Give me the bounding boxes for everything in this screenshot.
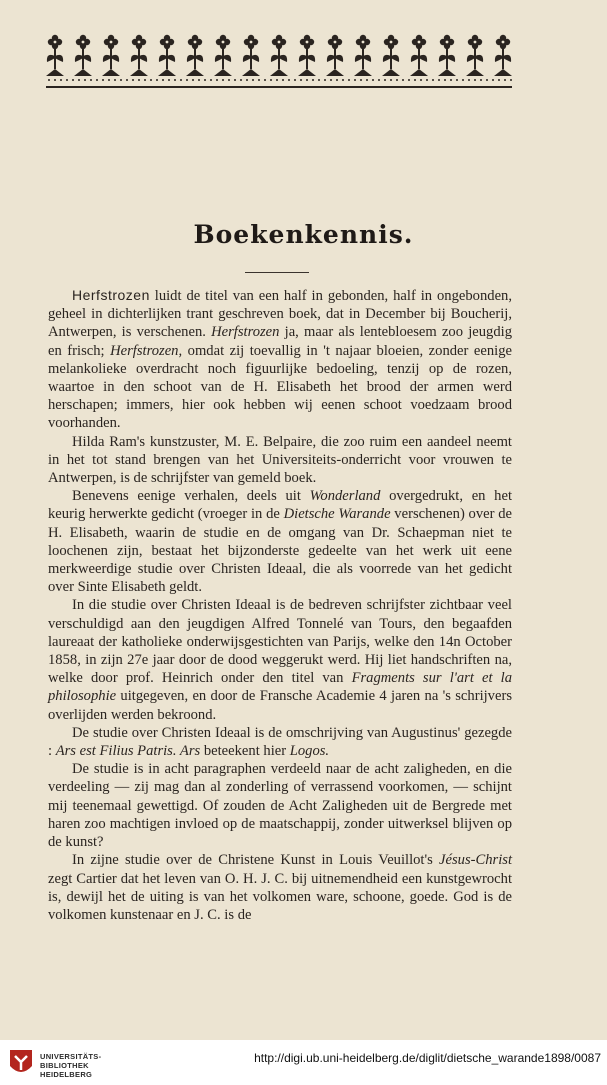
page-title: Boekenkennis. (193, 220, 414, 249)
text-run: In zijne studie over de Christene Kunst in Louis Veuillot's (72, 852, 440, 869)
ornament-dot (132, 79, 134, 81)
body-text (48, 286, 512, 924)
text-run: verschenen) over de H. Elisabeth, waarin de studie en de omgang van Dr. Schaepman niet te loochenen zijn, bestaat het bijzonderste gedeelte van het werk uit eene merkweerdige studie over Christen Ideaal, die als voorrede van het gedicht over Sinte Elisabeth geldt. (48, 506, 512, 596)
ornament-dot (210, 79, 212, 81)
text-run: Benevens eenige verhalen, deels uit (72, 488, 310, 505)
italic-phrase: Ars est Filius Patris. Ars (55, 743, 201, 760)
floral-ornament-band (46, 32, 512, 88)
text-run: De studie is in acht paragraphen verdeeld naar de acht zaligheden, en die verdeeling — zij mag dan al zonderling of verrassend voorkomen, — schijnt mij teenemaal gewettigd. Of zouden de Acht Zaligheden uit de Bergrede met haren zoo machtigen invloed op de maatschappij, zonder uitwerksel blijven op de kunst? (48, 761, 512, 851)
ornament-dot (354, 79, 356, 81)
ornament-dot (360, 79, 362, 81)
ornament-dot (126, 79, 128, 81)
ornament-dot (444, 79, 446, 81)
ornament-dot (186, 79, 188, 81)
ornament-dot (450, 79, 452, 81)
ornament-dot (252, 79, 254, 81)
ornament-dot (60, 79, 62, 81)
ornament-dot (204, 79, 206, 81)
italic-phrase: Logos. (289, 743, 330, 760)
flower-icon (354, 35, 372, 76)
ornament-dot (162, 79, 164, 81)
ornament-dot (492, 79, 494, 81)
ornament-dot (426, 79, 428, 81)
ornament-dot (198, 79, 200, 81)
ornament-dot (372, 79, 374, 81)
ornament-dot (66, 79, 68, 81)
paragraph (48, 596, 512, 723)
ornament-dot (486, 79, 488, 81)
ornament-dot (432, 79, 434, 81)
ornament-dot (408, 79, 410, 81)
paragraph (48, 433, 512, 488)
ornament-dot (510, 79, 512, 81)
text-run: In die studie over Christen Ideaal is de bedreven schrijfster zichtbaar veel verschuldigd aan den jeugdigen Alfred Tonnelé van Tours, den begaafden laureaat der katholieke onderwijsgestichten van Parijs, welke den 14n October 1858, in zijn 27e jaar door de dood weggerukt werd. Hij liet handschriften na, welke door prof. Heinrich onder den titel van (48, 597, 512, 687)
paragraph (48, 851, 512, 924)
ornament-dot (384, 79, 386, 81)
library-logo[interactable] (6, 1046, 102, 1080)
paragraph (48, 724, 512, 760)
text-run: beteekent hier (200, 743, 290, 760)
flower-icon (466, 35, 484, 76)
ornament-dot (282, 79, 284, 81)
flower-icon (270, 35, 288, 76)
source-url[interactable]: http://digi.ub.uni-heidelberg.de/diglit/dietsche_warande1898/0087 (254, 1051, 601, 1065)
ornament-dot (102, 79, 104, 81)
text-run: luidt de titel van een half in gebonden, half in ongebonden, geheel in dichterlijken trant geschreven boek, dat in December bij Boucherij, Antwerpen, is verschenen. (48, 288, 512, 341)
paragraph (48, 487, 512, 596)
italic-phrase: Wonderland (309, 488, 381, 505)
ornament-dot (306, 79, 308, 81)
flower-icon (158, 35, 176, 76)
ornament-dot (84, 79, 86, 81)
flower-icon (46, 35, 64, 76)
ornament-dot (456, 79, 458, 81)
ornament-dot (402, 79, 404, 81)
ornament-dot (378, 79, 380, 81)
ornament-dot (288, 79, 290, 81)
text-run: Hilda Ram's kunstzuster, M. E. Belpaire, die zoo ruim een aandeel neemt in het tot stand brengen van het Universiteits-onderricht voor vrouwen te Antwerpen, is de schrijfster van gemeld boek. (48, 433, 512, 487)
ornament-dot (114, 79, 116, 81)
ornament-dot (96, 79, 98, 81)
ornament-dot (120, 79, 122, 81)
ornament-dot (504, 79, 506, 81)
ornament-dot (300, 79, 302, 81)
ornament-dot (324, 79, 326, 81)
paragraph (48, 286, 512, 433)
text-run: omdat zij toevallig in 't najaar bloeien, zonder eenige melankolieke overdracht noch figuurlijke bedoeling, tenzij op de rozen, waartoe in den schoot van de H. Elisabeth het brood der armen werd herschapen; immers, hier ook hebben wij eenen schoot voedzaam brood voorhanden. (48, 342, 512, 432)
ornament-dot (270, 79, 272, 81)
text-run: zegt Cartier dat het leven van O. H. J. C. bij uitnemendheid een kunstgewrocht is, dewijl het de uiting is van het volkomen ware, schoone, goede. God is de volkomen kunstenaar en J. C. is de (48, 870, 512, 923)
ornament-dot (228, 79, 230, 81)
ornament-dot (264, 79, 266, 81)
flower-icon (298, 35, 316, 76)
paragraph (48, 760, 512, 851)
ornament-dot (240, 79, 242, 81)
ornament-dot (222, 79, 224, 81)
ornament-dot (54, 79, 56, 81)
ornament-dot (180, 79, 182, 81)
ornament-dot (420, 79, 422, 81)
ornament-rule (46, 86, 512, 88)
text-run: ja, maar als lentebloesem zoo jeugdig en frisch; (48, 324, 512, 359)
ornament-dot (216, 79, 218, 81)
ornament-dot (72, 79, 74, 81)
ornament-dot (150, 79, 152, 81)
ornament-dot (234, 79, 236, 81)
ornament-dot (396, 79, 398, 81)
ornament-dot (78, 79, 80, 81)
ornament-dot (258, 79, 260, 81)
flower-icon (326, 35, 344, 76)
footer-bar (0, 1040, 607, 1085)
ornament-dot (348, 79, 350, 81)
ornament-dot (330, 79, 332, 81)
italic-phrase: Herfstrozen, (110, 342, 183, 359)
ornament-dot (144, 79, 146, 81)
italic-phrase: Jésus-Christ (439, 852, 512, 869)
title-divider (245, 272, 309, 273)
flower-icon (102, 35, 120, 76)
ornament-dot (342, 79, 344, 81)
ornament-dot (90, 79, 92, 81)
library-name: UNIVERSITÄTS- BIBLIOTHEK HEIDELBERG (40, 1052, 102, 1079)
ornament-dot (318, 79, 320, 81)
flower-icon (242, 35, 260, 76)
text-run: uitgegeven, en door de Fransche Academie 4 jaren na 's schrijvers overlijden werden bekroond. (48, 688, 512, 723)
ornament-dot (480, 79, 482, 81)
ornament-dot (414, 79, 416, 81)
ornament-dot (438, 79, 440, 81)
ornament-dot (276, 79, 278, 81)
flower-icon (130, 35, 148, 76)
flower-icon (186, 35, 204, 76)
library-seal-icon (8, 1048, 34, 1078)
ornament-dot (390, 79, 392, 81)
lead-term: Herfstrozen (72, 287, 150, 303)
flower-icon (494, 35, 512, 76)
italic-phrase: Herfstrozen (211, 324, 280, 341)
ornament-dot (312, 79, 314, 81)
ornament-dot (366, 79, 368, 81)
ornament-dot (156, 79, 158, 81)
ornament-dot (336, 79, 338, 81)
ornament-dot (192, 79, 194, 81)
flower-icon (382, 35, 400, 76)
flower-icon (74, 35, 92, 76)
ornament-dot (474, 79, 476, 81)
ornament-dot (246, 79, 248, 81)
ornament-dot (462, 79, 464, 81)
ornament-dot (108, 79, 110, 81)
ornament-dot (48, 79, 50, 81)
ornament-dot (138, 79, 140, 81)
text-run: De studie over Christen Ideaal is de omschrijving van Augustinus' gezegde : (48, 724, 512, 760)
ornament-dot (174, 79, 176, 81)
flower-icon (410, 35, 428, 76)
flower-icon (438, 35, 456, 76)
ornament-dot (294, 79, 296, 81)
italic-phrase: Fragments sur l'art et la philosophie (48, 670, 513, 705)
flower-icon (214, 35, 232, 76)
ornament-dot (168, 79, 170, 81)
ornament-dot (468, 79, 470, 81)
italic-phrase: Dietsche Warande (283, 506, 391, 523)
ornament-dot (498, 79, 500, 81)
text-run: overgedrukt, en het keurig herwerkte gedicht (vroeger in de (48, 488, 512, 523)
